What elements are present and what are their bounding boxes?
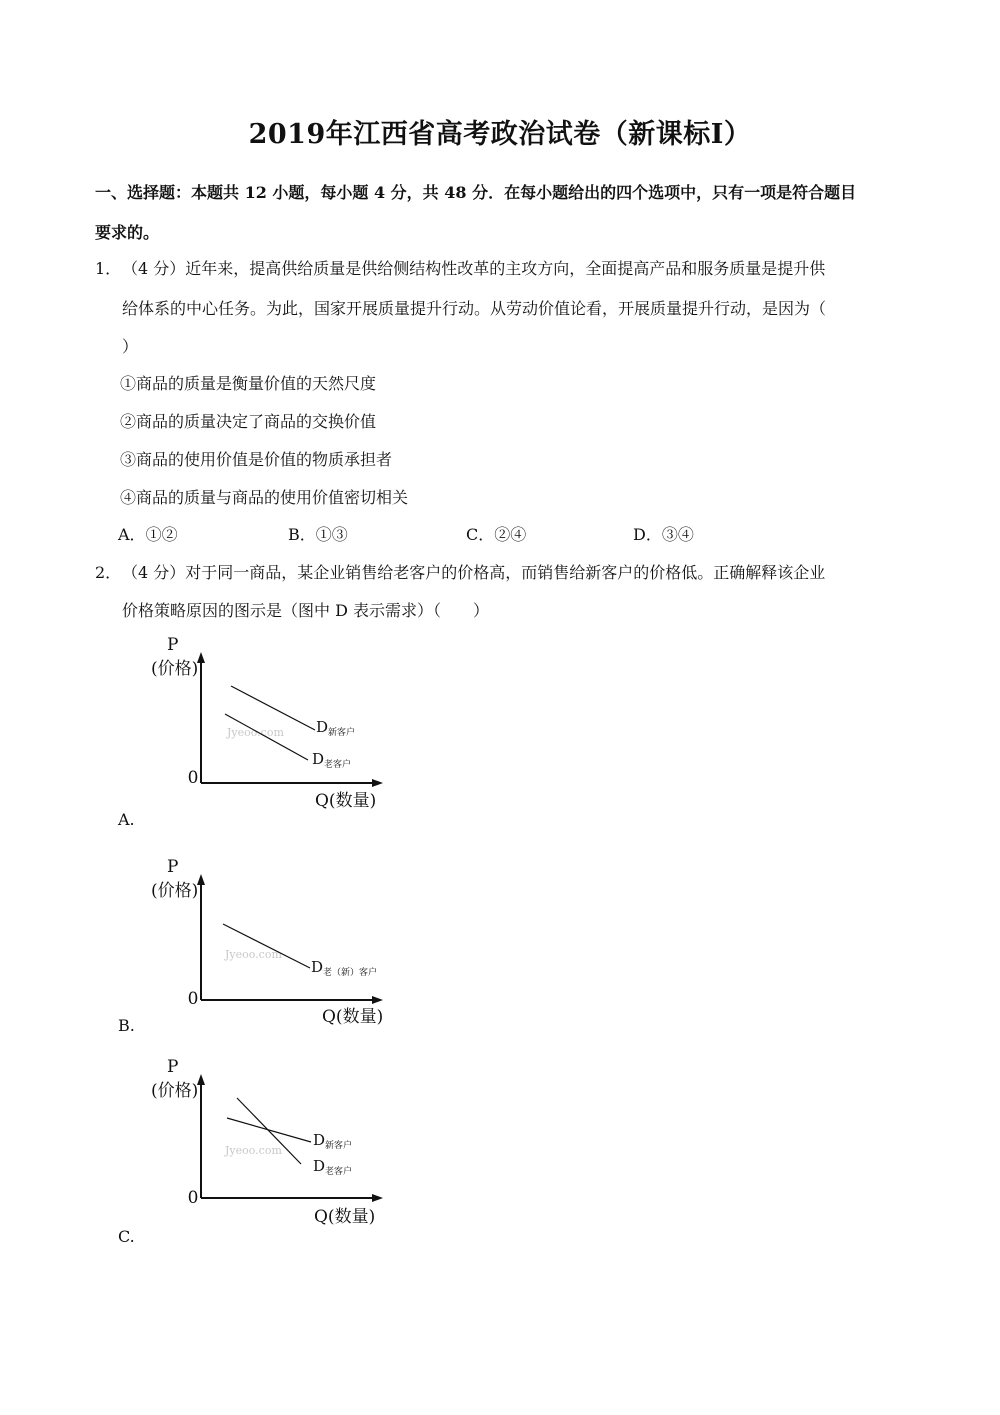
question-1-statement-3: ③商品的使用价值是价值的物质承担者 — [120, 450, 393, 469]
section-instructions-line1: 一、选择题：本题共 12 小题，每小题 4 分，共 48 分．在每小题给出的四个选项中，只有一项是符合题目 — [95, 183, 857, 202]
option-text: ③④ — [661, 525, 694, 544]
x-axis-quantity-label: Q(数量) — [322, 1007, 384, 1027]
y-axis-p-label: P — [167, 857, 179, 877]
watermark: Jyeoo.com — [227, 726, 284, 739]
demand-label-old-new-customer: D老（新）客户 — [311, 958, 378, 978]
y-axis-arrow — [197, 1074, 205, 1085]
question-1-line3: ） — [122, 337, 139, 356]
origin-label: 0 — [187, 1188, 199, 1208]
y-axis-price-label: (价格) — [151, 881, 199, 901]
figure-a-label[interactable]: A. — [118, 810, 135, 829]
demand-line-new-customer — [227, 1118, 311, 1142]
option-letter: C． — [466, 525, 495, 544]
demand-label-old-customer: D老客户 — [313, 1157, 353, 1177]
page-title: 2019年江西省高考政治试卷（新课标Ⅰ） — [248, 119, 752, 150]
x-axis-quantity-label: Q(数量) — [315, 791, 377, 811]
figure-a-demand-graph — [145, 628, 405, 811]
origin-label: 0 — [187, 989, 199, 1009]
section-instructions-line2: 要求的。 — [95, 223, 160, 242]
y-axis-price-label: (价格) — [151, 659, 199, 679]
question-1-option-c[interactable] — [466, 522, 526, 545]
option-letter: B． — [288, 525, 316, 544]
y-axis-p-label: P — [167, 635, 179, 655]
question-2-number: 2． — [95, 563, 122, 582]
question-2-line1: （4 分）对于同一商品，某企业销售给老客户的价格高，而销售给新客户的价格低。正确解释该企业 — [122, 563, 826, 582]
question-1-line1: （4 分）近年来，提高供给质量是供给侧结构性改革的主攻方向，全面提高产品和服务质量是提升供 — [122, 259, 826, 278]
option-letter: D． — [633, 525, 662, 544]
demand-label-old-customer: D老客户 — [312, 750, 352, 770]
x-axis-arrow — [372, 779, 383, 787]
origin-label: 0 — [187, 768, 199, 788]
figure-b-demand-graph — [145, 850, 405, 1030]
figure-c-label[interactable]: C. — [118, 1227, 135, 1246]
figure-b-label[interactable]: B. — [118, 1016, 135, 1035]
watermark: Jyeoo.com — [225, 1144, 282, 1157]
y-axis-p-label: P — [167, 1057, 179, 1077]
x-axis-arrow — [372, 996, 383, 1004]
demand-label-new-customer: D新客户 — [316, 718, 356, 738]
demand-line-new-customer — [231, 686, 315, 730]
y-axis-arrow — [197, 652, 205, 663]
x-axis-quantity-label: Q(数量) — [314, 1207, 376, 1227]
question-1-statement-1: ①商品的质量是衡量价值的天然尺度 — [120, 374, 377, 393]
x-axis-arrow — [372, 1194, 383, 1202]
question-1-number: 1． — [95, 259, 122, 278]
demand-line-old-new-customer — [223, 924, 310, 968]
question-1-option-b[interactable] — [288, 522, 348, 545]
figure-c-demand-graph — [145, 1050, 405, 1230]
question-1-statement-2: ②商品的质量决定了商品的交换价值 — [120, 412, 377, 431]
question-2-line2: 价格策略原因的图示是（图中 D 表示需求）（ ） — [122, 601, 490, 620]
y-axis-price-label: (价格) — [151, 1081, 199, 1101]
question-1-option-a[interactable] — [118, 522, 178, 545]
demand-label-new-customer: D新客户 — [313, 1131, 353, 1151]
question-1-option-d[interactable] — [633, 522, 694, 545]
option-text: ②④ — [494, 525, 527, 544]
option-letter: A． — [118, 525, 146, 544]
option-text: ①③ — [315, 525, 348, 544]
option-text: ①② — [145, 525, 178, 544]
question-1-statement-4: ④商品的质量与商品的使用价值密切相关 — [120, 488, 409, 507]
watermark: Jyeoo.com — [225, 948, 282, 961]
question-1-line2: 给体系的中心任务。为此，国家开展质量提升行动。从劳动价值论看，开展质量提升行动，是因为（ — [122, 299, 827, 318]
y-axis-arrow — [197, 874, 205, 885]
